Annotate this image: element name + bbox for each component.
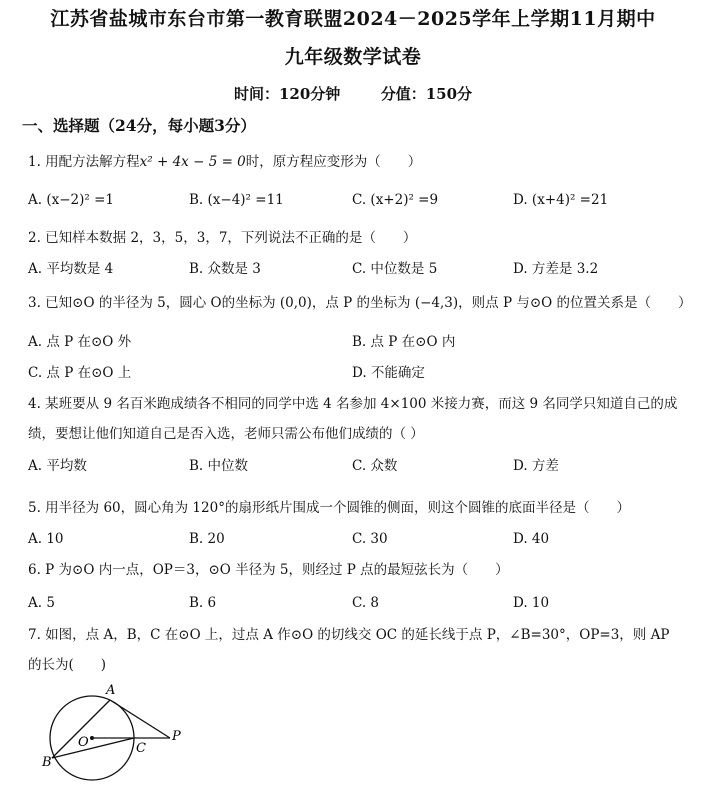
q1-option-b: B. (x−4)² =11 <box>189 192 284 208</box>
exam-time: 时间：120分钟 <box>233 85 341 103</box>
q5-option-b: B. 20 <box>189 531 225 547</box>
q3-option-c: C. 点 P 在⊙O 上 <box>28 365 132 381</box>
question-1-stem-a: 1. 用配方法解方程 <box>28 154 140 170</box>
q2-option-a: A. 平均数是 4 <box>28 261 114 277</box>
question-5: 5. 用半径为 60，圆心角为 120°的扇形纸片围成一个圆锥的侧面，则这个圆锥的底面半径是（ ） <box>28 500 630 516</box>
question-1-stem-b: 时，原方程应变形为（ ） <box>245 154 422 170</box>
question-2: 2. 已知样本数据 2，3，5，3，7，下列说法不正确的是（ ） <box>28 230 417 246</box>
exam-title-line1: 江苏省盐城市东台市第一教育联盟2024－2025学年上学期11月期中 <box>50 8 656 30</box>
q1-option-a: A. (x−2)² =1 <box>28 192 114 208</box>
q2-option-b: B. 众数是 3 <box>189 261 261 277</box>
question-1 <box>28 153 421 171</box>
q3-option-d: D. 不能确定 <box>352 365 425 381</box>
q1-option-d: D. (x+4)² =21 <box>513 192 609 208</box>
question-6: 6. P 为⊙O 内一点，OP＝3，⊙O 半径为 5，则经过 P 点的最短弦长为（ ） <box>28 562 509 578</box>
center-point <box>90 736 94 740</box>
tangent-line-ap <box>110 700 170 738</box>
question-1-equation: x² + 4x − 5 = 0 <box>139 154 246 170</box>
line-bc <box>52 738 134 758</box>
label-b: B <box>42 755 52 770</box>
section-heading: 一、选择题（24分，每小题3分） <box>22 116 256 135</box>
q6-option-b: B. 6 <box>189 595 217 611</box>
q5-option-c: C. 30 <box>352 531 388 547</box>
q2-option-d: D. 方差是 3.2 <box>513 261 599 277</box>
q3-option-b: B. 点 P 在⊙O 内 <box>352 334 456 350</box>
q2-option-c: C. 中位数是 5 <box>352 261 438 277</box>
q4-option-a: A. 平均数 <box>28 458 87 474</box>
label-p: P <box>172 729 181 744</box>
question-3: 3. 已知⊙O 的半径为 5，圆心 O的坐标为 (0,0)，点 P 的坐标为 (−4,3)，则点 P 与⊙O 的位置关系是（ ） <box>28 295 692 311</box>
q6-option-c: C. 8 <box>352 595 380 611</box>
question-4: 4. 某班要从 9 名百米跑成绩各不相同的同学中选 4 名参加 4×100 米接力赛，而这 9 名同学只知道自己的成绩，要想让他们知道自己是否入选，老师只需公布他们成绩的（ ） <box>28 396 678 442</box>
q4-option-d: D. 方差 <box>513 458 559 474</box>
exam-score: 分值：150分 <box>380 85 473 103</box>
question-7: 7. 如图，点 A，B，C 在⊙O 上，过点 A 作⊙O 的切线交 OC 的延长线于点 P，∠B=30°，OP=3，则 AP 的长为( ) <box>28 627 670 673</box>
q3-option-a: A. 点 P 在⊙O 外 <box>28 334 132 350</box>
label-o: O <box>78 735 89 750</box>
q4-option-c: C. 众数 <box>352 458 398 474</box>
q5-option-d: D. 40 <box>513 531 550 547</box>
q6-option-d: D. 10 <box>513 595 550 611</box>
exam-title-line2: 九年级数学试卷 <box>284 46 422 68</box>
label-a: A <box>106 683 116 698</box>
exam-meta <box>0 83 706 104</box>
label-c: C <box>136 741 146 756</box>
q1-option-c: C. (x+2)² =9 <box>352 192 439 208</box>
q5-option-a: A. 10 <box>28 531 64 547</box>
q6-option-a: A. 5 <box>28 595 55 611</box>
q4-option-b: B. 中位数 <box>189 458 249 474</box>
circle-tangent-figure <box>40 682 200 782</box>
